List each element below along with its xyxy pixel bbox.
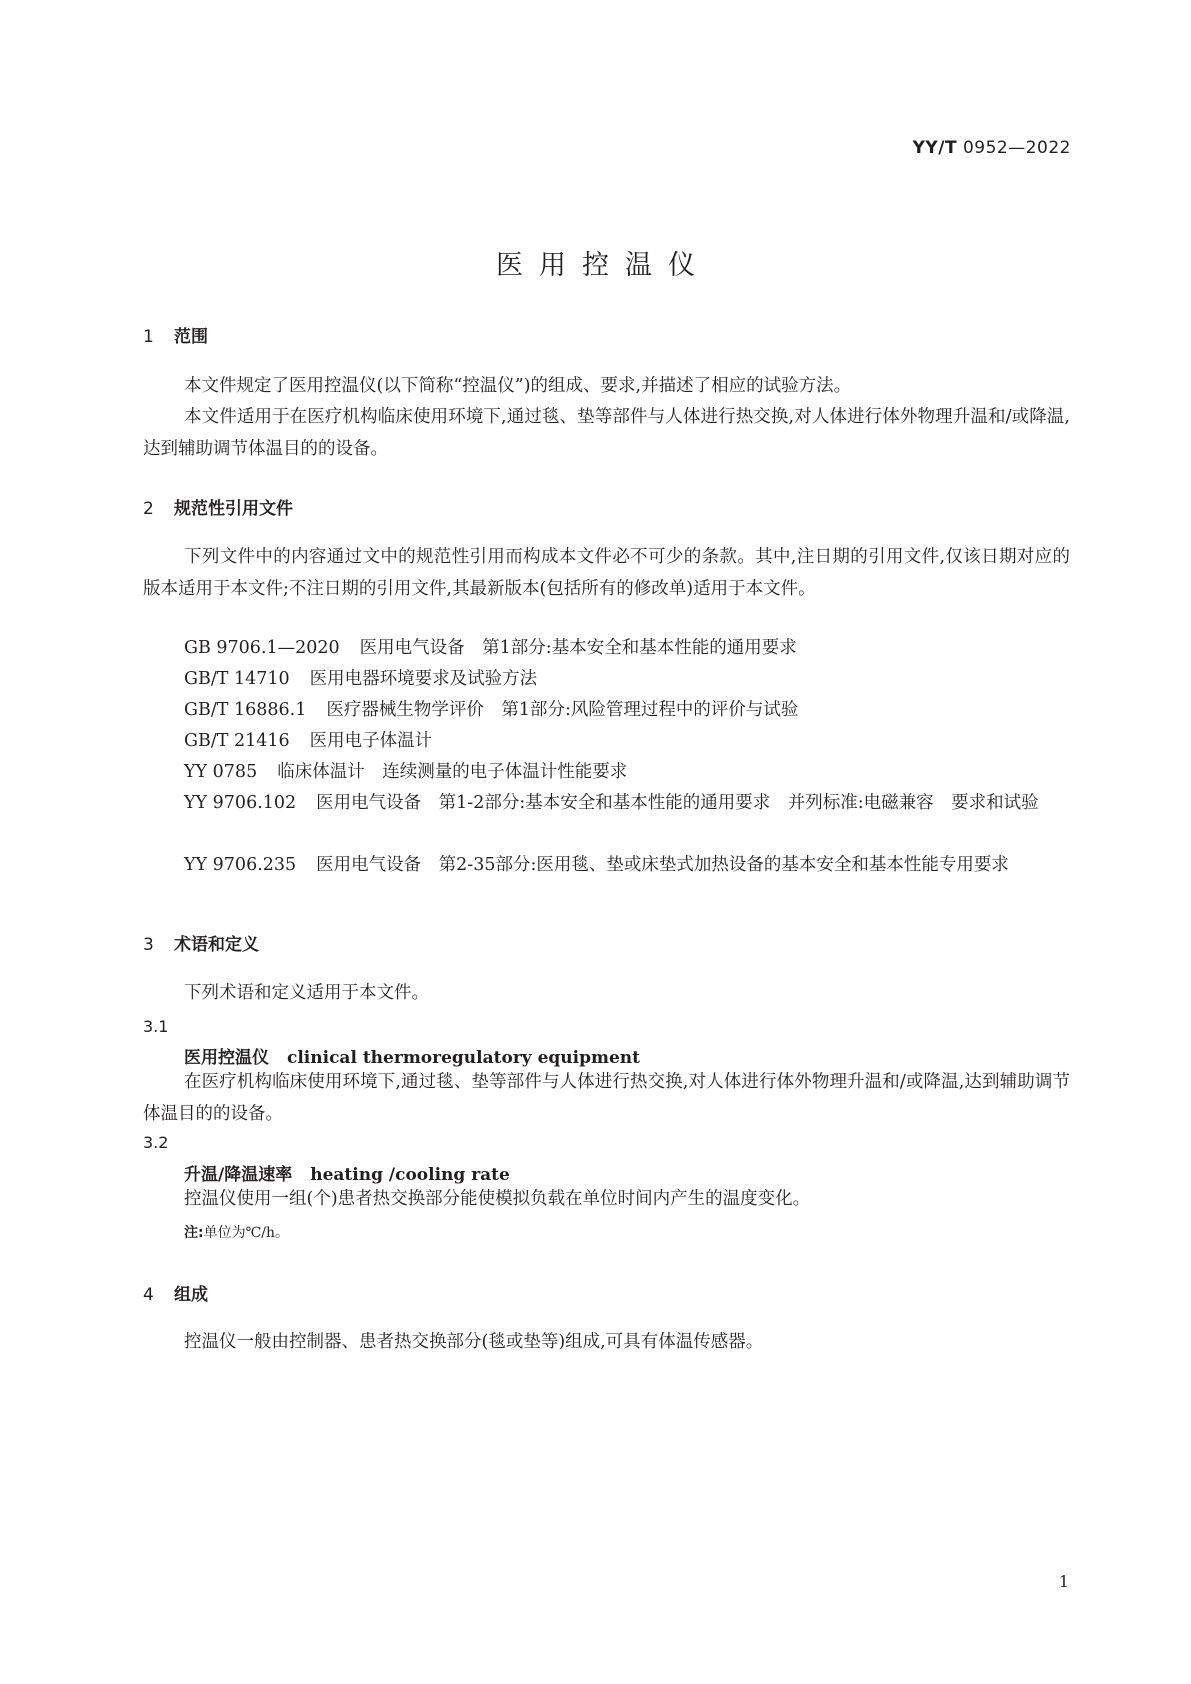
reference-code: GB/T 21416 xyxy=(184,731,290,751)
note-text: 单位为℃/h。 xyxy=(203,1225,290,1241)
section-2-intro: 下列文件中的内容通过文中的规范性引用而构成本文件必不可少的条款。其中,注日期的引用文件,仅该日期对应的版本适用于本文件;不注日期的引用文件,其最新版本(包括所有的修改单)适用于本文件。 xyxy=(143,547,1070,599)
term-english: heating /cooling rate xyxy=(310,1165,510,1185)
term-heading xyxy=(184,1160,510,1185)
reference-title: 医疗器械生物学评价 第1部分:风险管理过程中的评价与试验 xyxy=(326,700,799,720)
reference-item xyxy=(143,633,1070,665)
standard-code xyxy=(913,138,1071,158)
reference-title: 医用电气设备 第1-2部分:基本安全和基本性能的通用要求 并列标准:电磁兼容 要求和试验 xyxy=(316,793,1039,813)
reference-item xyxy=(143,850,1070,882)
reference-title: 医用电气设备 第2-35部分:医用毯、垫或床垫式加热设备的基本安全和基本性能专用要求 xyxy=(316,855,1009,875)
term-chinese: 升温/降温速率 xyxy=(184,1165,293,1185)
term-chinese: 医用控温仪 xyxy=(184,1048,269,1068)
reference-code: GB/T 14710 xyxy=(184,669,290,689)
section-number: 4 xyxy=(143,1285,154,1305)
page-number: 1 xyxy=(1058,1572,1069,1591)
section-4-paragraph: 控温仪一般由控制器、患者热交换部分(毯或垫等)组成,可具有体温传感器。 xyxy=(184,1332,764,1352)
section-title: 组成 xyxy=(174,1285,208,1305)
reference-item xyxy=(143,664,1070,696)
section-4-heading xyxy=(143,1280,208,1305)
section-1-paragraph-2: 本文件适用于在医疗机构临床使用环境下,通过毯、垫等部件与人体进行热交换,对人体进行体外物理升温和/或降温,达到辅助调节体温目的的设备。 xyxy=(143,407,1070,459)
section-number: 3 xyxy=(143,935,154,955)
term-number: 3.1 xyxy=(143,1017,169,1036)
standard-number: 0952—2022 xyxy=(962,138,1071,158)
term-definition: 在医疗机构临床使用环境下,通过毯、垫等部件与人体进行热交换,对人体进行体外物理升温和/或降温,达到辅助调节体温目的的设备。 xyxy=(143,1072,1070,1124)
reference-title: 医用电器环境要求及试验方法 xyxy=(309,669,538,689)
reference-item xyxy=(143,695,1070,727)
reference-code: GB/T 16886.1 xyxy=(184,700,307,720)
reference-item xyxy=(143,726,1070,758)
section-title: 范围 xyxy=(174,327,208,347)
section-2-heading xyxy=(143,494,293,519)
reference-code: GB 9706.1—2020 xyxy=(184,638,340,658)
section-number: 1 xyxy=(143,327,154,347)
reference-code: YY 9706.235 xyxy=(184,855,297,875)
section-3-intro: 下列术语和定义适用于本文件。 xyxy=(184,983,429,1003)
reference-title: 医用电子体温计 xyxy=(309,731,433,751)
term-heading xyxy=(184,1043,640,1068)
note-label: 注: xyxy=(184,1225,204,1241)
reference-code: YY 9706.102 xyxy=(184,793,297,813)
standard-prefix: YY/T xyxy=(912,138,958,158)
term-definition: 控温仪使用一组(个)患者热交换部分能使模拟负载在单位时间内产生的温度变化。 xyxy=(184,1189,811,1209)
section-title: 术语和定义 xyxy=(174,935,259,955)
term-english: clinical thermoregulatory equipment xyxy=(287,1048,640,1068)
section-1-paragraph-1: 本文件规定了医用控温仪(以下简称“控温仪”)的组成、要求,并描述了相应的试验方法。 xyxy=(184,376,852,396)
reference-title: 医用电气设备 第1部分:基本安全和基本性能的通用要求 xyxy=(359,638,797,658)
section-number: 2 xyxy=(143,499,154,519)
term-note xyxy=(184,1222,289,1242)
reference-code: YY 0785 xyxy=(184,762,258,782)
section-title: 规范性引用文件 xyxy=(174,499,293,519)
term-number: 3.2 xyxy=(143,1133,169,1152)
reference-title: 临床体温计 连续测量的电子体温计性能要求 xyxy=(277,762,628,782)
reference-item xyxy=(143,757,1070,789)
document-title: 医用控温仪 xyxy=(496,250,711,281)
section-1-heading xyxy=(143,322,208,347)
section-3-heading xyxy=(143,930,259,955)
reference-item xyxy=(143,788,1070,820)
